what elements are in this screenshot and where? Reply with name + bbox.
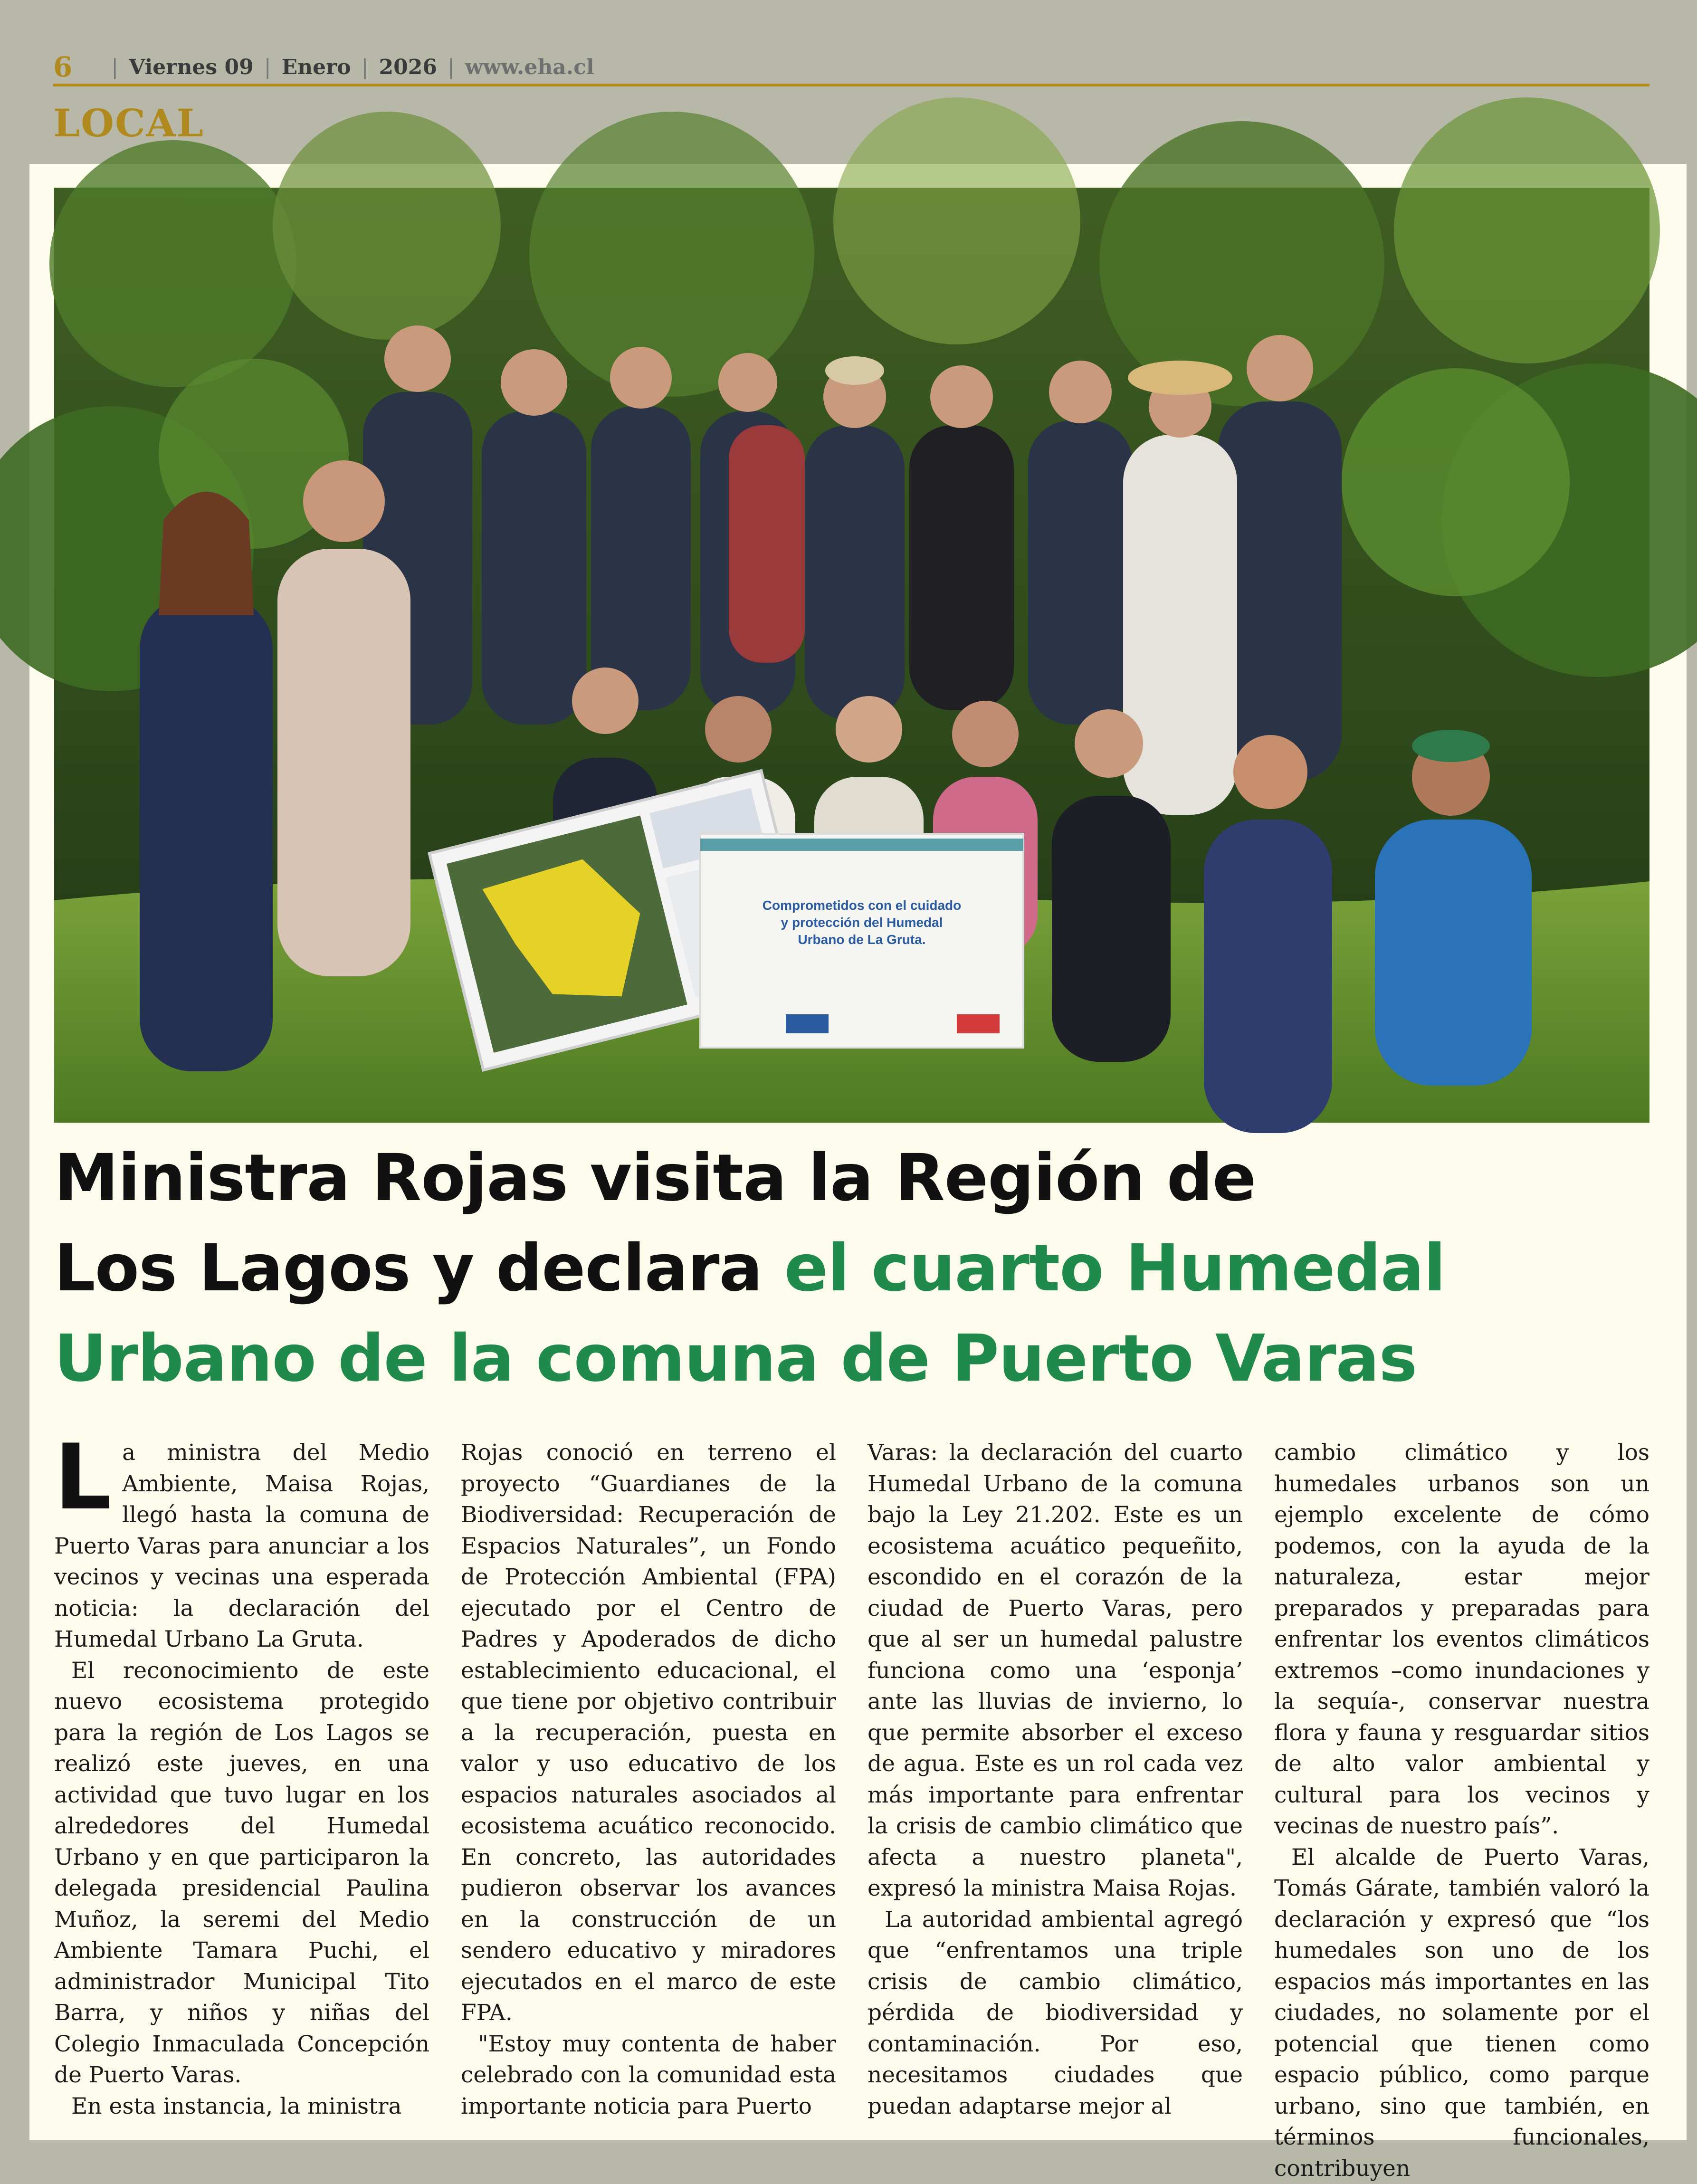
paragraph: cambio climático y los humedales urbanos son un ejemplo excelente de cómo podemos, con la ayuda de la naturaleza, estar mejor preparados y preparadas para enfrentar los eventos climáticos extremos –como inundaciones y la sequía-, conservar nuestra flora y fauna y resguardar sitios de alto valor ambiental y cultural para los vecinos y vecinas de nuestro país”. — [1274, 1437, 1649, 1842]
paragraph: La ministra del Medio Ambiente, Maisa Rojas, llegó hasta la comuna de Puerto Varas para anunciar a los vecinos y vecinas una esperada noticia: la declaración del Humedal Urbano La Gruta. — [54, 1437, 429, 1655]
header-day: Viernes 09 — [129, 55, 254, 79]
page-header — [53, 48, 1649, 86]
separator: | — [362, 55, 369, 79]
header-rule — [53, 84, 1649, 86]
article-body — [54, 1437, 1649, 2136]
banner-line3: Urbano de La Gruta. — [798, 932, 925, 947]
paragraph: Rojas conoció en terreno el proyecto “Guardianes de la Biodiversidad: Recuperación de Espacios Naturales”, un Fondo de Protección Ambiental (FPA) ejecutado por el Centro de Padres y Apoderados de dicho establecimiento educacional, el que tiene por objetivo contribuir a la recuperación, puesta en valor y uso educativo de los espacios naturales asociados al ecosistema acuático reconocido. En concreto, las autoridades pudieron observar los avances en la construcción de un sendero educativo y miradores ejecutados en el marco de este FPA. — [461, 1437, 836, 2029]
header-year: 2026 — [379, 55, 437, 79]
paragraph: En esta instancia, la ministra — [54, 2091, 429, 2122]
header-month: Enero — [282, 55, 351, 79]
page-number: 6 — [53, 51, 72, 83]
group-photo — [54, 188, 1649, 1123]
article-column-3 — [868, 1437, 1243, 2136]
headline-green-2: Urbano de la comuna de Puerto Varas — [54, 1321, 1417, 1396]
separator: | — [448, 55, 455, 79]
article-panel — [29, 164, 1687, 2140]
header-website[interactable]: www.eha.cl — [465, 55, 594, 79]
banner-line2: y protección del Humedal — [781, 915, 943, 930]
paragraph: La autoridad ambiental agregó que “enfrentamos una triple crisis de cambio climático, pérdida de biodiversidad y contaminación. Por eso, necesitamos ciudades que puedan adaptarse mejor al — [868, 1904, 1243, 2122]
headline-black-2: Los Lagos y declara — [54, 1231, 784, 1306]
drop-cap: L — [54, 1442, 112, 1513]
paragraph: Varas: la declaración del cuarto Humedal Urbano de la comuna bajo la Ley 21.202. Este es un ecosistema acuático pequeñito, escondido en el corazón de la ciudad de Puerto Varas, pero que al ser un humedal palustre funciona como una ‘esponja’ ante las lluvias de invierno, lo que permite absorber el exceso de agua. Este es un rol cada vez más importante para enfrentar la crisis de cambio climático que afecta a nuestro planeta", expresó la ministra Maisa Rojas. — [868, 1437, 1243, 1904]
headline-green-1: el cuarto Humedal — [784, 1231, 1446, 1306]
paragraph: "Estoy muy contenta de haber celebrado con la comunidad esta importante noticia para Puerto — [461, 2029, 836, 2122]
separator: | — [111, 55, 118, 79]
paragraph: El alcalde de Puerto Varas, Tomás Gárate, también valoró la declaración y expresó que “los humedales son uno de los espacios más importantes en las ciudades, no solamente por el potencial que tienen como espacio público, como parque urbano, sino que también, en términos funcionales, contribuyen — [1274, 1842, 1649, 2184]
separator: | — [264, 55, 271, 79]
article-headline — [54, 1133, 1660, 1404]
article-column-1 — [54, 1437, 429, 2136]
banner-line1: Comprometidos con el cuidado — [763, 898, 961, 913]
article-column-4 — [1274, 1437, 1649, 2136]
paragraph: El reconocimiento de este nuevo ecosistema protegido para la región de Los Lagos se realizó este jueves, en una actividad que tuvo lugar en los alrededores del Humedal Urbano y en que participaron la delegada presidencial Paulina Muñoz, la seremi del Medio Ambiente Tamara Puchi, el administrador Municipal Tito Barra, y niños y niñas del Colegio Inmaculada Concepción de Puerto Varas. — [54, 1655, 429, 2091]
headline-black-1: Ministra Rojas visita la Región de — [54, 1141, 1256, 1216]
article-column-2 — [461, 1437, 836, 2136]
section-label: LOCAL — [53, 101, 204, 145]
